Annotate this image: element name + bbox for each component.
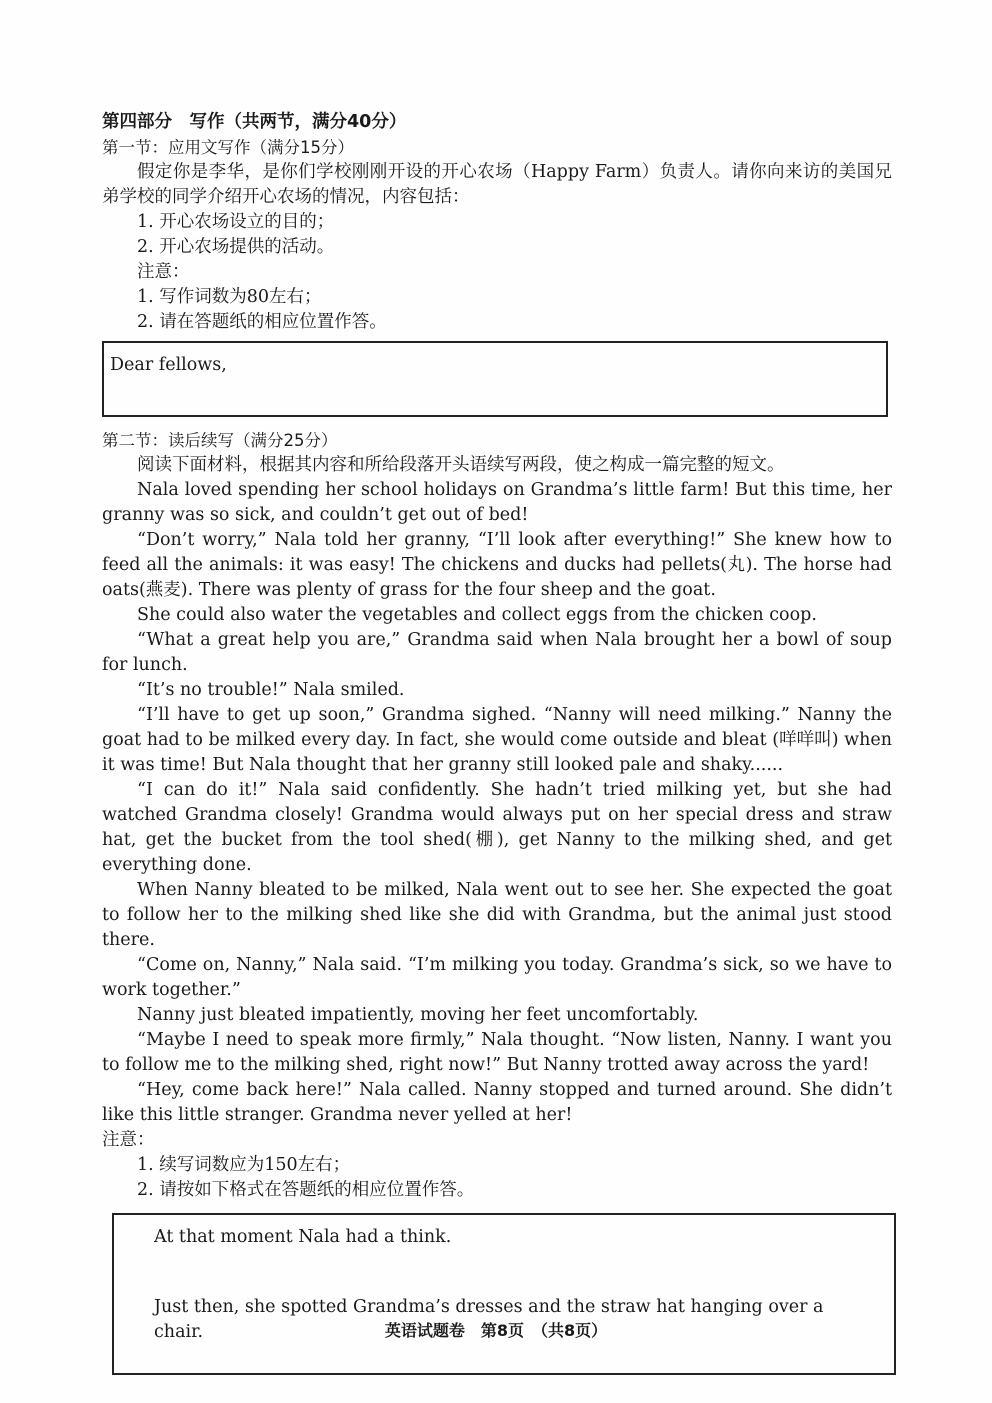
- story-paragraph: “What a great help you are,” Grandma said when Nala brought her a bowl of soup for lunch.: [102, 630, 892, 675]
- story-paragraph: “I can do it!” Nala said confidently. She hadn’t tried milking yet, but she had watched Grandma closely! Grandma would always put on her special dress and straw hat, get the bucket from the tool shed(棚), get Nanny to the milking shed, and get everything done.: [102, 780, 892, 875]
- story-paragraph: She could also water the vegetables and collect eggs from the chicken coop.: [137, 605, 817, 625]
- story-paragraph: Nala loved spending her school holidays on Grandma’s little farm! But this time, her granny was so sick, and couldn’t get out of bed!: [102, 480, 892, 525]
- section1-notice-label: 注意：: [137, 262, 190, 282]
- story-paragraph: “Hey, come back here!” Nala called. Nanny stopped and turned around. She didn’t like this little stranger. Grandma never yelled at her!: [102, 1080, 892, 1125]
- continuation-opening-2: Just then, she spotted Grandma’s dresses and the straw hat hanging over a chair.: [154, 1297, 824, 1342]
- story-paragraph: “I’ll have to get up soon,” Grandma sighed. “Nanny will need milking.” Nanny the goat had to be milked every day. In fact, she would come outside and bleat (咩咩叫) when it was time! But Nala thought that her granny still looked pale and shaky......: [102, 705, 892, 775]
- section1-notice: 2. 请在答题纸的相应位置作答。: [137, 312, 387, 332]
- section2-instruction: 阅读下面材料，根据其内容和所给段落开头语续写两段，使之构成一篇完整的短文。: [137, 455, 785, 475]
- page-footer: 英语试题卷 第8页 （共8页）: [384, 1321, 608, 1340]
- story-paragraph: When Nanny bleated to be milked, Nala went out to see her. She expected the goat to follow her to the milking shed like she did with Grandma, but the animal just stood there.: [102, 880, 892, 950]
- section1-answer-box: [102, 341, 888, 417]
- story-paragraph: “Don’t worry,” Nala told her granny, “I’ll look after everything!” She knew how to feed all the animals: it was easy! The chickens and ducks had pellets(丸). The horse had oats(燕麦). There was plenty of grass for the four sheep and the goat.: [102, 530, 892, 600]
- section2-title: 第二节：读后续写（满分25分）: [102, 431, 338, 450]
- section1-point: 2. 开心农场提供的活动。: [137, 237, 335, 257]
- section1-notice: 1. 写作词数为80左右；: [137, 287, 322, 307]
- section1-title: 第一节：应用文写作（满分15分）: [102, 138, 354, 157]
- section1-intro: 假定你是李华，是你们学校刚刚开设的开心农场（Happy Farm）负责人。请你向来访的美国兄弟学校的同学介绍开心农场的情况，内容包括：: [102, 162, 892, 207]
- section2-notice-label: 注意：: [102, 1130, 155, 1150]
- part-title: 第四部分 写作（共两节，满分40分）: [102, 112, 407, 132]
- story-paragraph: “Come on, Nanny,” Nala said. “I’m milking you today. Grandma’s sick, so we have to work together.”: [102, 955, 892, 1000]
- page-content: [102, 108, 892, 1375]
- story-paragraph: “Maybe I need to speak more firmly,” Nala thought. “Now listen, Nanny. I want you to follow me to the milking shed, right now!” But Nanny trotted away across the yard!: [102, 1030, 892, 1075]
- section2-notice: 2. 请按如下格式在答题纸的相应位置作答。: [137, 1180, 475, 1200]
- section2-answer-box: [112, 1213, 896, 1375]
- section1-box-text: Dear fellows,: [110, 355, 227, 375]
- story-paragraph: Nanny just bleated impatiently, moving her feet uncomfortably.: [137, 1005, 699, 1025]
- continuation-opening-1: At that moment Nala had a think.: [154, 1227, 452, 1247]
- section1-point: 1. 开心农场设立的目的；: [137, 212, 335, 232]
- story-paragraph: “It’s no trouble!” Nala smiled.: [137, 680, 405, 700]
- section2-notice: 1. 续写词数应为150左右；: [137, 1155, 351, 1175]
